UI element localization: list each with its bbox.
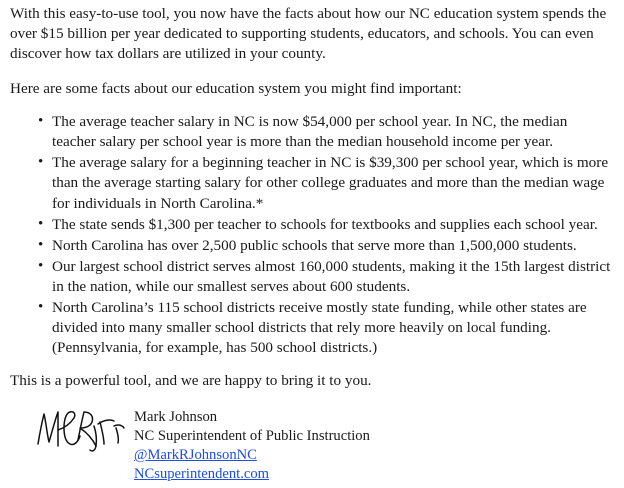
bullet-icon: • <box>38 298 44 315</box>
signer-name: Mark Johnson <box>134 409 218 426</box>
list-item <box>10 112 612 152</box>
list-item <box>10 153 612 213</box>
twitter-handle-link[interactable]: @MarkRJohnsonNC <box>134 447 257 463</box>
signer-title: NC Superintendent of Public Instruction <box>134 428 370 445</box>
facts-list <box>10 112 612 358</box>
handwritten-signature-icon <box>34 406 130 454</box>
signature-text-lines <box>134 408 370 484</box>
list-item-text: North Carolina’s 115 school districts receive mostly state funding, while other states are divided into many smaller school districts that rely more heavily on local funding. (Pennsylvania, for example, has 500 school districts.) <box>52 298 587 356</box>
list-item <box>10 298 612 358</box>
list-item-text: Our largest school district serves almost 160,000 students, making it the 15th largest district in the nation, while our smallest serves about 600 students. <box>52 257 611 295</box>
list-item-text: The state sends $1,300 per teacher to schools for textbooks and supplies each school year. <box>52 215 598 233</box>
list-item-text: North Carolina has over 2,500 public schools that serve more than 1,500,000 students. <box>52 236 577 254</box>
bullet-icon: • <box>38 154 44 171</box>
bullet-icon: • <box>38 215 44 232</box>
list-item <box>10 236 612 256</box>
list-item-text: The average salary for a beginning teacher in NC is $39,300 per school year, which is more than the average starting salary for other college graduates and more than the median wage for individuals in North Carolina.* <box>52 154 609 212</box>
list-item-text: The average teacher salary in NC is now $54,000 per school year. In NC, the median teacher salary per school year is more than the median household income per year. <box>52 113 568 151</box>
intro-paragraph: With this easy-to-use tool, you now have the facts about how our NC education system spends the over $15 billion per year dedicated to supporting students, educators, and schools. You can even discover how tax dollars are utilized in your county. <box>10 5 607 63</box>
list-item <box>10 215 612 235</box>
bullet-icon: • <box>38 257 44 274</box>
list-item <box>10 257 612 297</box>
bullet-icon: • <box>38 113 44 130</box>
lead-in-paragraph: Here are some facts about our education system you might find important: <box>10 80 462 98</box>
signature-block <box>10 404 612 482</box>
closing-paragraph: This is a powerful tool, and we are happy to bring it to you. <box>10 372 372 389</box>
bullet-icon: • <box>38 236 44 253</box>
website-link[interactable]: NCsuperintendent.com <box>134 465 269 482</box>
